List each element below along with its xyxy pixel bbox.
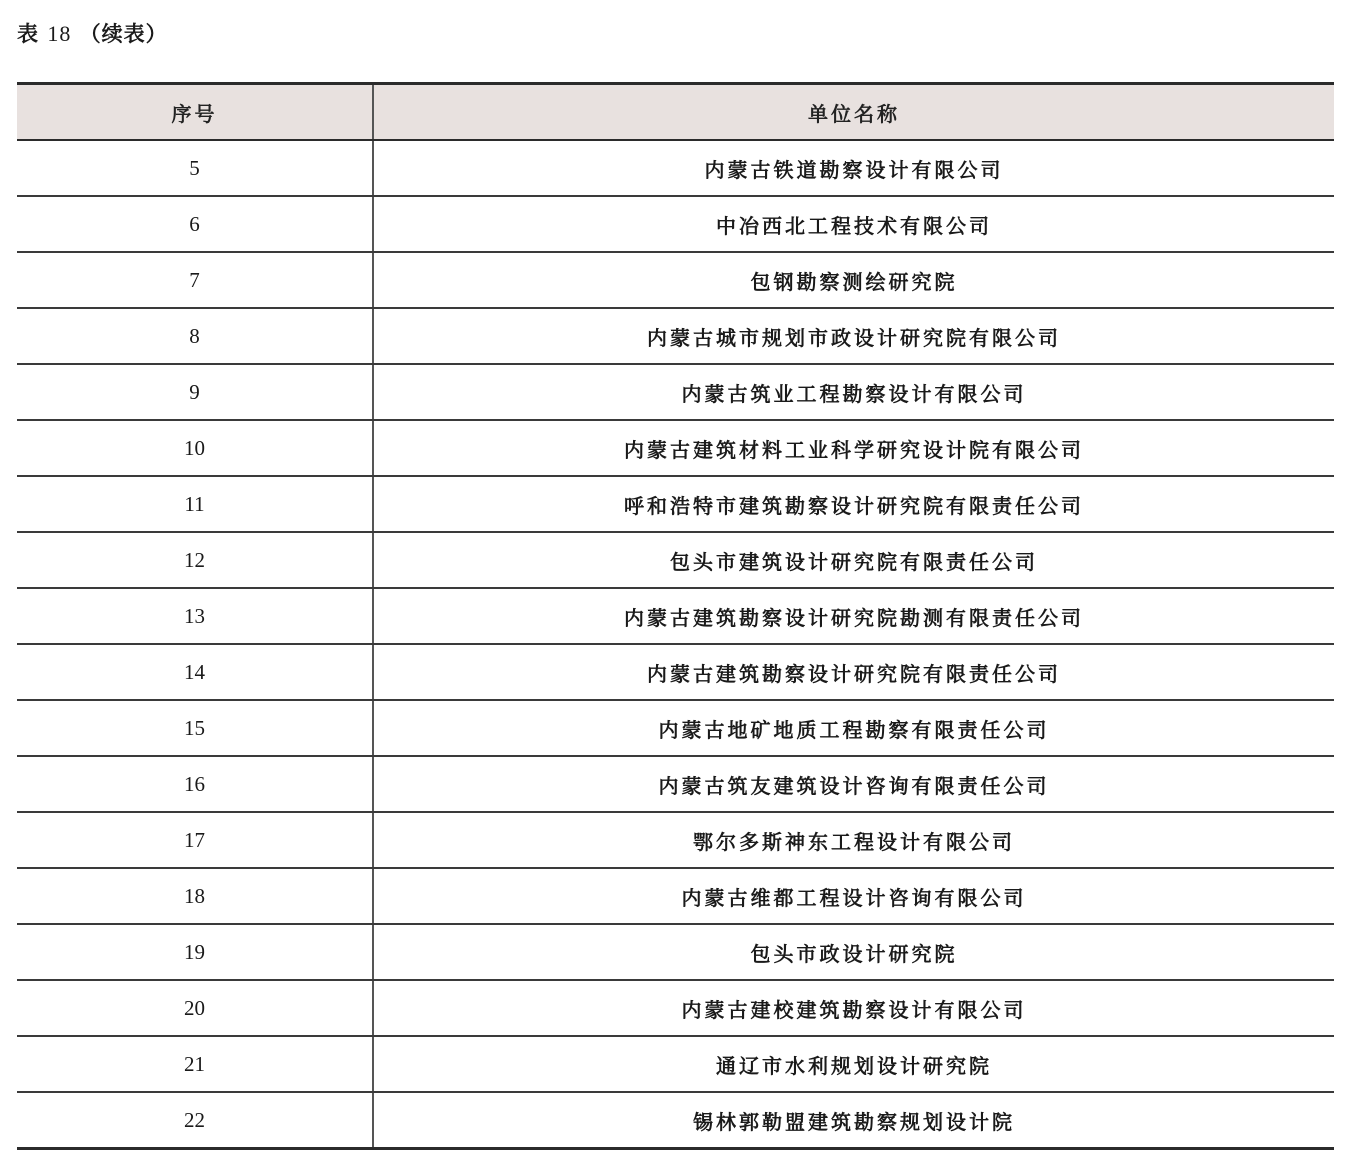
row-organization-name: 内蒙古筑友建筑设计咨询有限责任公司 bbox=[373, 756, 1334, 812]
row-organization-name: 呼和浩特市建筑勘察设计研究院有限责任公司 bbox=[373, 476, 1334, 532]
row-organization-name: 包钢勘察测绘研究院 bbox=[373, 252, 1334, 308]
row-organization-name: 内蒙古城市规划市政设计研究院有限公司 bbox=[373, 308, 1334, 364]
table-row bbox=[17, 924, 1334, 980]
row-index: 14 bbox=[17, 644, 373, 700]
table-row bbox=[17, 420, 1334, 476]
table-row bbox=[17, 644, 1334, 700]
row-index: 19 bbox=[17, 924, 373, 980]
row-organization-name: 内蒙古地矿地质工程勘察有限责任公司 bbox=[373, 700, 1334, 756]
row-index: 16 bbox=[17, 756, 373, 812]
row-index: 18 bbox=[17, 868, 373, 924]
table-row bbox=[17, 980, 1334, 1036]
row-organization-name: 锡林郭勒盟建筑勘察规划设计院 bbox=[373, 1092, 1334, 1149]
caption-number: 18 bbox=[47, 21, 72, 46]
table-row bbox=[17, 700, 1334, 756]
row-index: 20 bbox=[17, 980, 373, 1036]
table-row bbox=[17, 252, 1334, 308]
caption-suffix: （续表） bbox=[79, 21, 168, 46]
table-row bbox=[17, 308, 1334, 364]
row-index: 17 bbox=[17, 812, 373, 868]
column-header-index: 序号 bbox=[17, 84, 373, 141]
table-row bbox=[17, 196, 1334, 252]
table-row bbox=[17, 140, 1334, 196]
caption-prefix: 表 bbox=[17, 21, 39, 46]
row-index: 5 bbox=[17, 140, 373, 196]
organization-table bbox=[17, 82, 1334, 1150]
table-row bbox=[17, 532, 1334, 588]
table-row bbox=[17, 812, 1334, 868]
table-row bbox=[17, 588, 1334, 644]
table-header-row bbox=[17, 84, 1334, 141]
table-row bbox=[17, 1036, 1334, 1092]
row-organization-name: 包头市政设计研究院 bbox=[373, 924, 1334, 980]
row-index: 21 bbox=[17, 1036, 373, 1092]
row-index: 15 bbox=[17, 700, 373, 756]
row-index: 7 bbox=[17, 252, 373, 308]
row-index: 11 bbox=[17, 476, 373, 532]
row-index: 9 bbox=[17, 364, 373, 420]
row-organization-name: 内蒙古建校建筑勘察设计有限公司 bbox=[373, 980, 1334, 1036]
row-organization-name: 包头市建筑设计研究院有限责任公司 bbox=[373, 532, 1334, 588]
table-row bbox=[17, 756, 1334, 812]
row-index: 8 bbox=[17, 308, 373, 364]
row-index: 10 bbox=[17, 420, 373, 476]
row-organization-name: 中冶西北工程技术有限公司 bbox=[373, 196, 1334, 252]
row-organization-name: 内蒙古建筑材料工业科学研究设计院有限公司 bbox=[373, 420, 1334, 476]
table-body bbox=[17, 140, 1334, 1149]
row-organization-name: 内蒙古建筑勘察设计研究院勘测有限责任公司 bbox=[373, 588, 1334, 644]
row-index: 22 bbox=[17, 1092, 373, 1149]
row-organization-name: 内蒙古铁道勘察设计有限公司 bbox=[373, 140, 1334, 196]
row-organization-name: 通辽市水利规划设计研究院 bbox=[373, 1036, 1334, 1092]
row-organization-name: 鄂尔多斯神东工程设计有限公司 bbox=[373, 812, 1334, 868]
row-organization-name: 内蒙古筑业工程勘察设计有限公司 bbox=[373, 364, 1334, 420]
row-index: 13 bbox=[17, 588, 373, 644]
table-row bbox=[17, 364, 1334, 420]
row-index: 6 bbox=[17, 196, 373, 252]
table-row bbox=[17, 868, 1334, 924]
table-caption bbox=[17, 18, 168, 48]
row-organization-name: 内蒙古建筑勘察设计研究院有限责任公司 bbox=[373, 644, 1334, 700]
row-organization-name: 内蒙古维都工程设计咨询有限公司 bbox=[373, 868, 1334, 924]
table-row bbox=[17, 476, 1334, 532]
table-row bbox=[17, 1092, 1334, 1149]
column-header-name: 单位名称 bbox=[373, 84, 1334, 141]
row-index: 12 bbox=[17, 532, 373, 588]
